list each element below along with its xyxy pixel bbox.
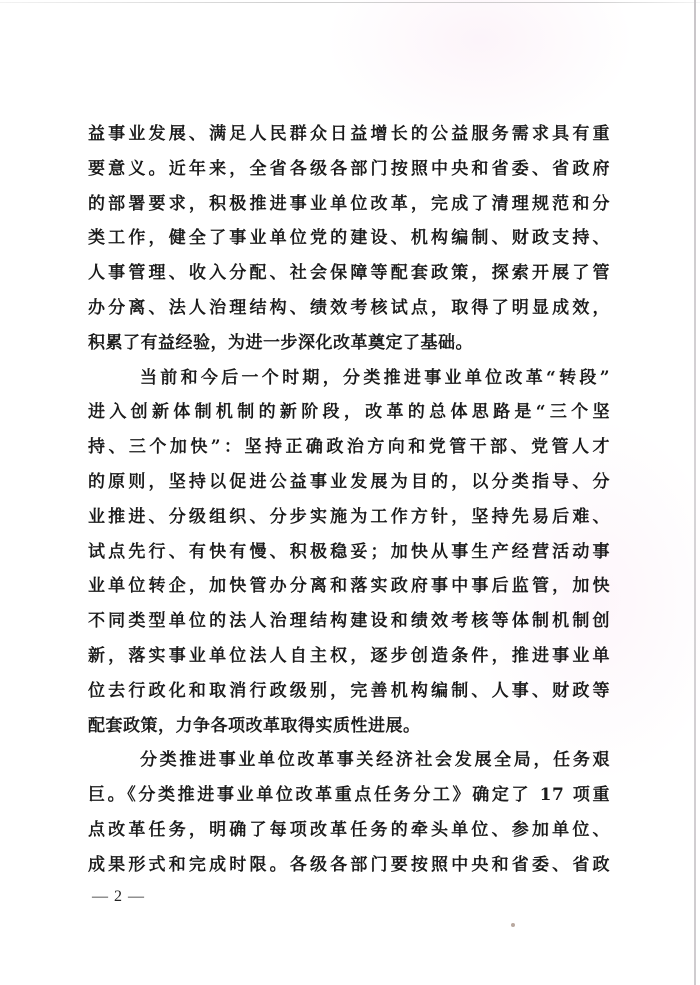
paragraph-1 — [88, 117, 610, 361]
text-line: 点改革任务，明确了每项改革任务的牵头单位、参加单位、 — [88, 819, 610, 840]
paragraph-3 — [88, 743, 610, 882]
scan-right-edge — [694, 0, 696, 985]
text-line: 当前和今后一个时期，分类推进事业单位改革“转段” — [140, 367, 610, 388]
text-line: 位去行政化和取消行政级别，完善机构编制、人事、财政等 — [88, 680, 610, 701]
text-line: 巨。《分类推进事业单位改革重点任务分工》确定了 17 项重 — [88, 785, 610, 806]
text-line: 配套政策，力争各项改革取得实质性进展。 — [88, 715, 421, 736]
text-line: 积累了有益经验，为进一步深化改革奠定了基础。 — [88, 332, 473, 353]
text-line: 新，落实事业单位法人自主权，逐步创造条件，推进事业单 — [88, 645, 610, 666]
text-line: 不同类型单位的法人治理结构建设和绩效考核等体制机制创 — [88, 611, 610, 632]
scan-top-edge — [0, 2, 700, 3]
text-line: 持、三个加快”：坚持正确政治方向和党管干部、党管人才 — [88, 437, 610, 458]
text-line: 进入创新体制机制的新阶段，改革的总体思路是“三个坚 — [88, 402, 610, 423]
page-number: — 2 — — [92, 888, 145, 905]
text-line: 的部署要求，积极推进事业单位改革，完成了清理规范和分 — [88, 193, 610, 214]
text-line: 业单位转企，加快管办分离和落实政府事中事后监管，加快 — [88, 576, 610, 597]
text-line: 益事业发展、满足人民群众日益增长的公益服务需求具有重 — [88, 124, 610, 144]
text-line: 办分离、法人治理结构、绩效考核试点，取得了明显成效， — [88, 297, 610, 318]
text-line: 人事管理、收入分配、社会保障等配套政策，探索开展了管 — [88, 263, 610, 284]
text-line: 的原则，坚持以促进公益事业发展为目的，以分类指导、分 — [88, 471, 610, 492]
text-line: 成果形式和完成时限。各级各部门要按照中央和省委、省政 — [88, 854, 610, 875]
scan-speck — [511, 923, 515, 927]
text-line: 试点先行、有快有慢、积极稳妥；加快从事生产经营活动事 — [88, 541, 610, 562]
paragraph-2 — [88, 361, 610, 744]
text-line: 业推进、分级组织、分步实施为工作方针，坚持先易后难、 — [88, 506, 610, 527]
text-line: 要意义。近年来，全省各级各部门按照中央和省委、省政府 — [88, 158, 610, 179]
text-line: 分类推进事业单位改革事关经济社会发展全局，任务艰 — [140, 750, 610, 771]
document-body — [88, 117, 610, 883]
text-line: 类工作，健全了事业单位党的建设、机构编制、财政支持、 — [88, 228, 610, 249]
